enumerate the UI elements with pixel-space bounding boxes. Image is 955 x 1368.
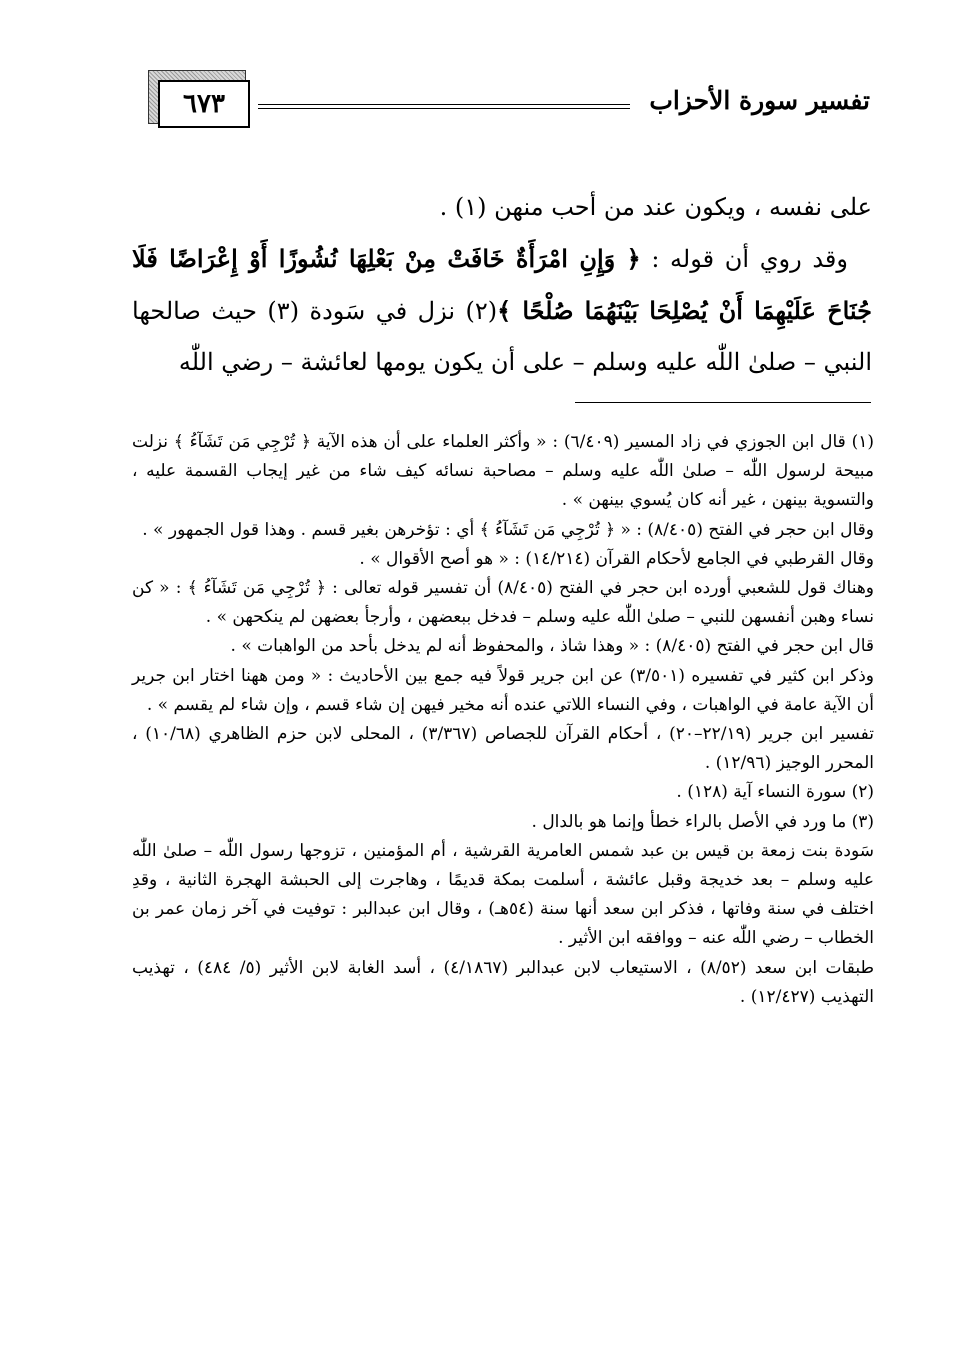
running-title: تفسير سورة الأحزاب: [649, 86, 870, 115]
main-paragraph-2: [132, 233, 872, 388]
page-number: ٦٧٣: [158, 80, 250, 128]
header-rule-lower: [258, 108, 630, 109]
main-paragraph-1: على نفسه ، ويكون عند من أحب منهن (١) .: [439, 193, 872, 221]
footnotes: [132, 428, 874, 1012]
page-header: [140, 66, 870, 136]
main-paragraph-2-intro: وقد روي أن قوله :: [651, 245, 848, 273]
main-paragraph-2-rest: (٢) نزل في سَودة (٣) حيث صالحها النبي – صلىٰ اللّٰه عليه وسلم – على أن يكون يومها لعائشة – رضي اللّٰه: [132, 297, 872, 376]
footnote-1-cont: وهناك قول للشعبي أورده ابن حجر في الفتح (٨/٤٠٥) أن تفسير قوله تعالى : ﴿ تُرْجِي مَن تَشَآءُ ﴾ : « كن نساء وهبن أنفسهن للنبي – صلىٰ اللّٰه عليه وسلم – فدخل ببعضهن ، وأرجأ بعضهن لم ينكحهن » .: [132, 578, 874, 628]
footnote-1-cont: وذكر ابن كثير في تفسيره (٣/٥٠١) عن ابن جرير قولاً فيه جمع بين الأحاديث : « ومن ههنا اختار ابن جرير أن الآية عامة في الواهبات ، وفي النساء اللاتي عنده أنه مخير فيهن إن شاء قسم ، وإن شاء لم يقسم » .: [132, 665, 874, 715]
footnote-separator: [575, 402, 871, 403]
footnote-1: (١) قال ابن الجوزي في زاد المسير (٦/٤٠٩) : « وأكثر العلماء على أن هذه الآية ﴿ تُرْجِي مَن تَشَآءُ ﴾ نزلت مبيحة لرسول اللّٰه – صلىٰ اللّٰه عليه وسلم – مصاحبة نسائه كيف شاء من غير إيجاب القسمة عليه ، والتسوية بينهن ، غير أنه كان يُسوي بينهن » .: [132, 432, 874, 511]
footnote-3: (٣) ما ورد في الأصل بالراء خطأ وإنما هو بالدال .: [531, 811, 874, 832]
footnote-1-cont: وقال ابن حجر في الفتح (٨/٤٠٥) : « ﴿ تُرْجِي مَن تَشَآءُ ﴾ أي : تؤخرهن بغير قسم . وهذا قول الجمهور » .: [142, 519, 874, 540]
footnote-3-refs: طبقات ابن سعد (٨/٥٢) ، الاستيعاب لابن عبدالبر (٤/١٨٦٧) ، أسد الغابة لابن الأثير (٥/ ٤٨٤) ، تهذيب التهذيب (١٢/٤٢٧) .: [132, 957, 874, 1007]
footnote-3-cont: سَودة بنت زمعة بن قيس بن عبد شمس العامرية القرشية ، أم المؤمنين ، تزوجها رسول اللّٰه – صلىٰ اللّٰه عليه وسلم – بعد خديجة وقبل عائشة ، أسلمت بمكة قديمًا ، وهاجرت إلى الحبشة الهجرة الثانية ، وقدِ اختلف في سنة وفاتها ، فذكر ابن سعد أنها سنة (٥٤هـ) ، وقال ابن عبدالبر : توفيت في آخر زمان عمر بن الخطاب – رضي اللّٰه عنه – ووافقه ابن الأثير .: [132, 840, 874, 949]
quran-verse: ﴿ وَإِنِ امْرَأَةٌ خَافَتْ مِنْ بَعْلِهَا نُشُوزًا أَوْ إِعْرَاضًا فَلَا جُنَاحَ عَلَيْهِمَا أَنْ يُصْلِحَا بَيْنَهُمَا صُلْحًا ﴾: [132, 244, 872, 325]
footnote-1-cont: وقال القرطبي في الجامع لأحكام القرآن (١٤/٢١٤) : « هو أصح الأقوال » .: [359, 548, 874, 569]
footnote-2: (٢) سورة النساء آية (١٢٨) .: [676, 782, 874, 803]
main-text: [132, 182, 872, 388]
header-rule: [258, 104, 630, 105]
footnote-1-cont: قال ابن حجر في الفتح (٨/٤٠٥) : « وهذا شاذ ، والمحفوظ أنه لم يدخل بأحد من الواهبات » .: [230, 636, 874, 657]
footnote-1-refs: تفسير ابن جرير (٢٢/١٩–٢٠) ، أحكام القرآن للجصاص (٣/٣٦٧) ، المحلى لابن حزم الظاهري (١٠/٦٨) ، المحرر الوجيز (١٢/٩٦) .: [132, 724, 875, 774]
